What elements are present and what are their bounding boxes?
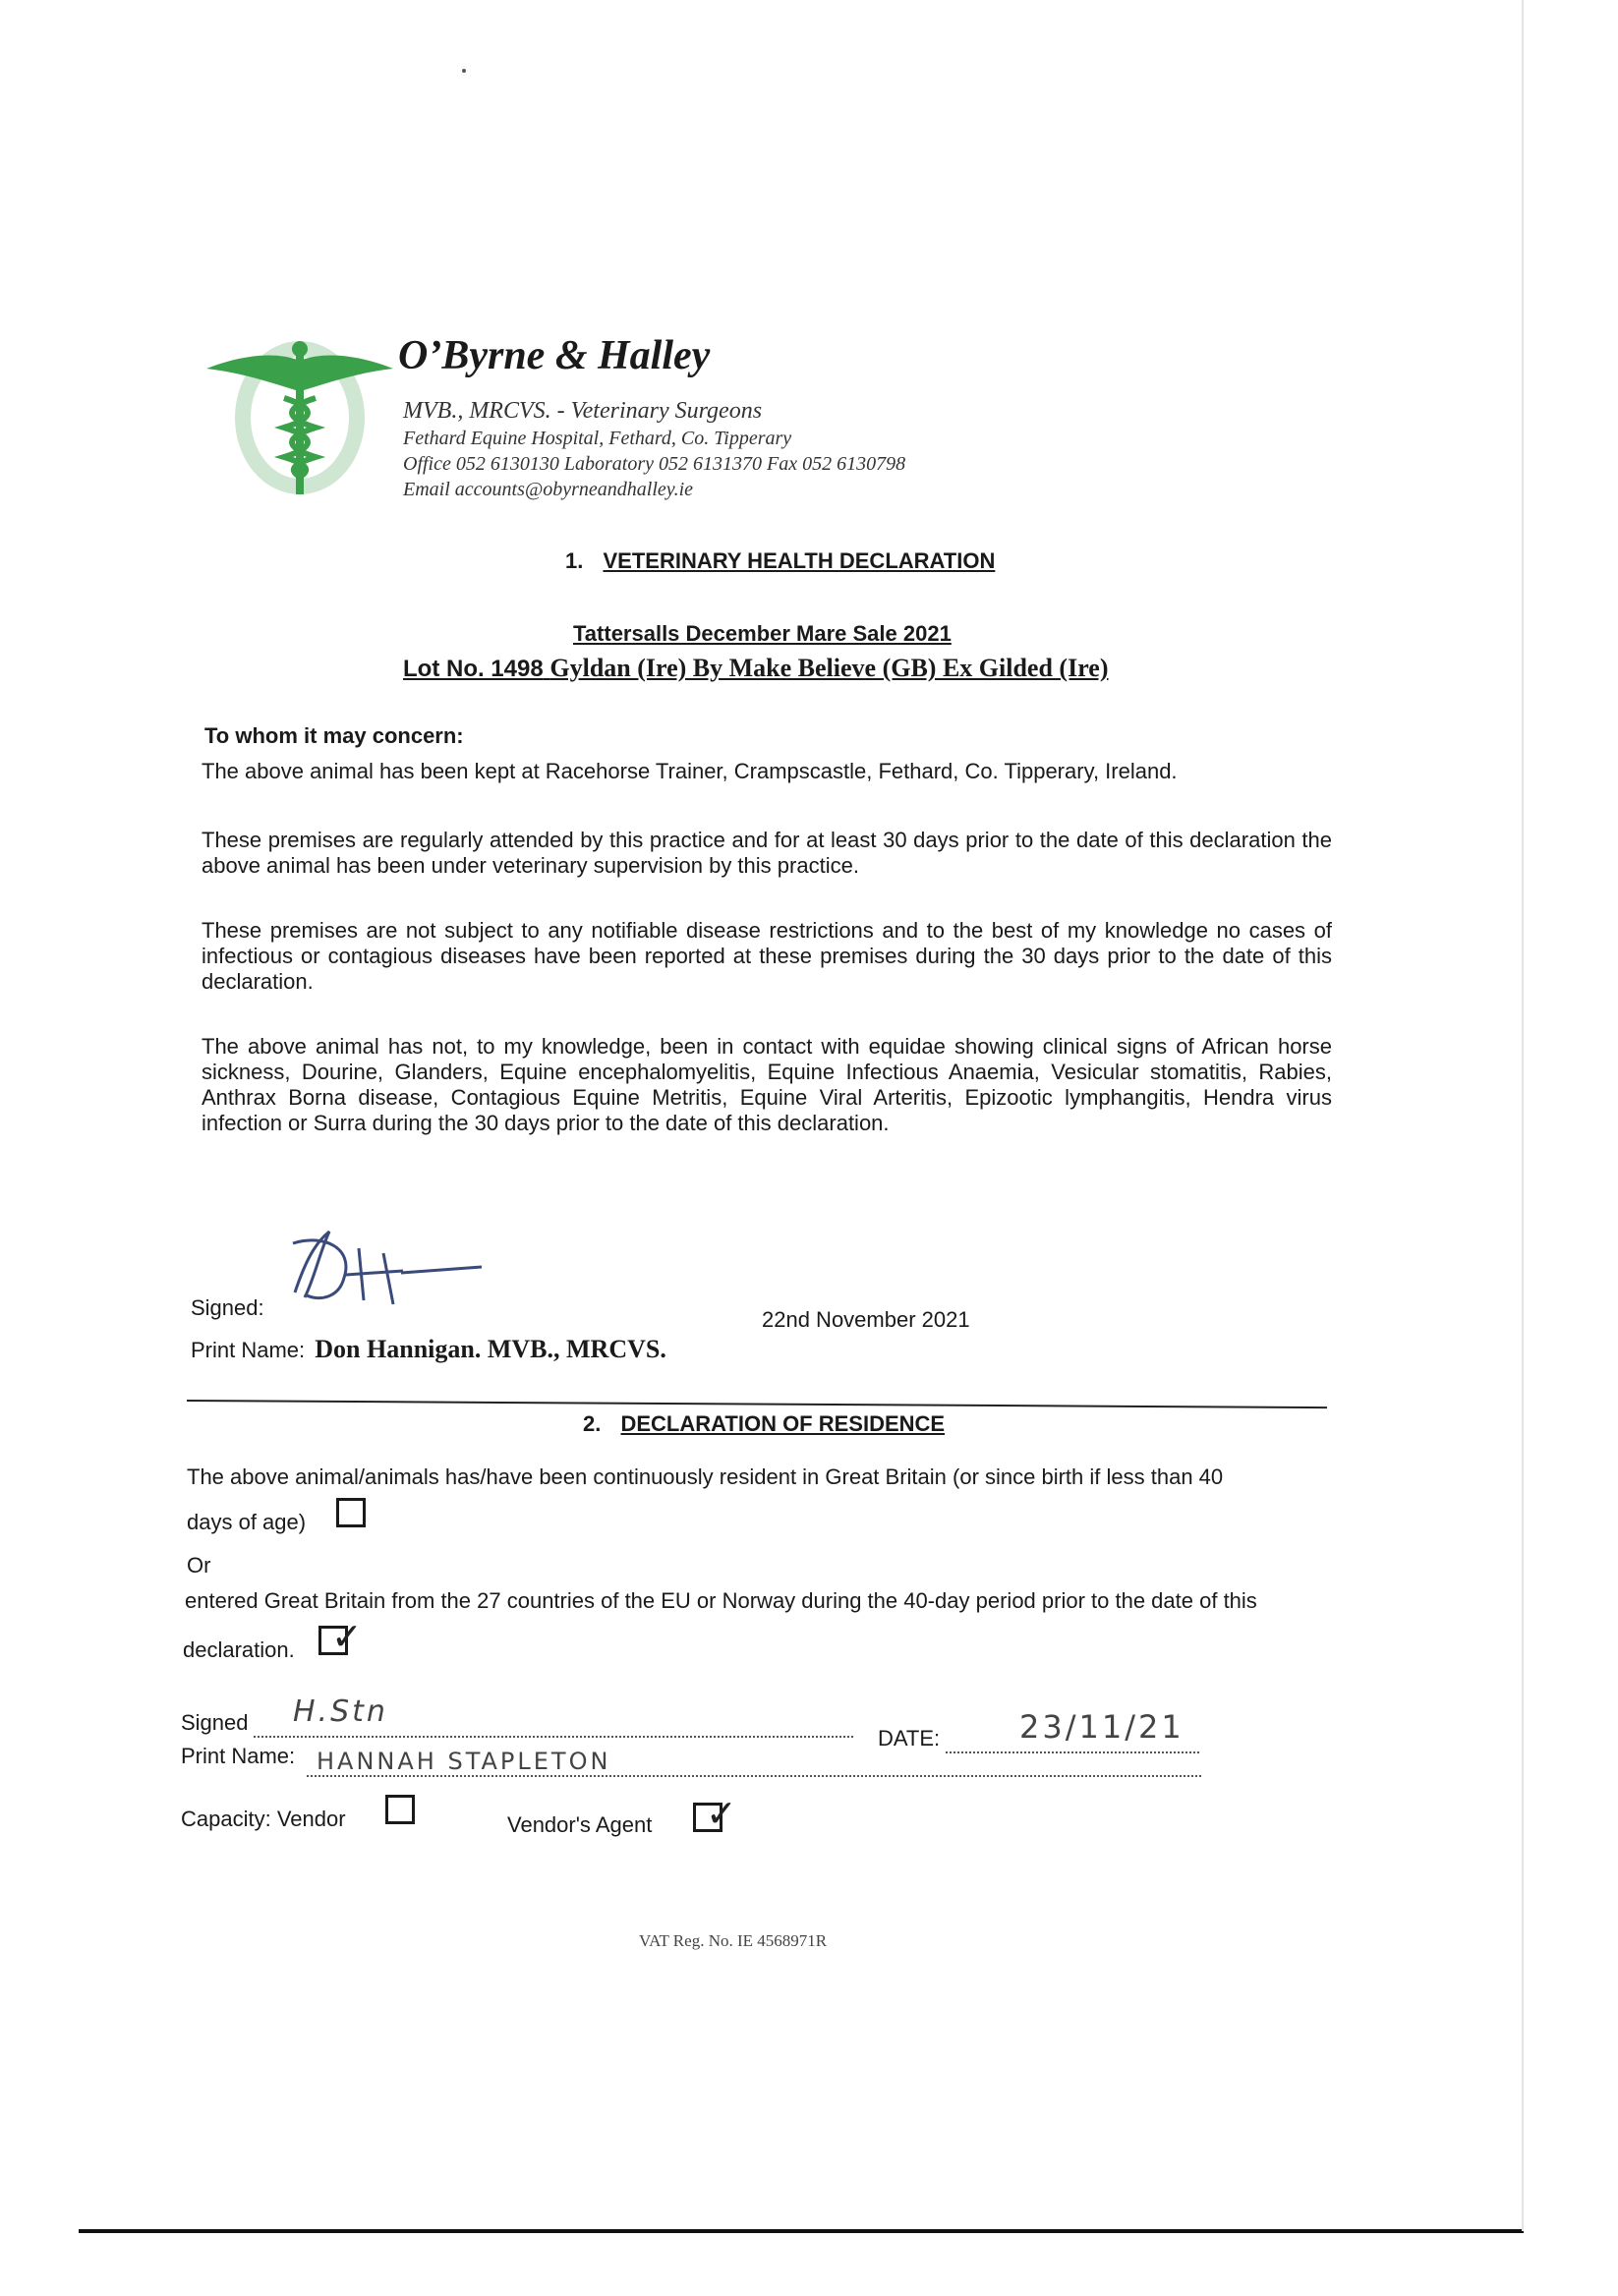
vendor-print-name-line[interactable] [307, 1748, 1201, 1777]
paragraph-premises: The above animal has been kept at Racehorse Trainer, Crampscastle, Fethard, Co. Tipperary, Ireland. [202, 759, 1178, 783]
phone-numbers: Office 052 6130130 Laboratory 052 6131370 Fax 052 6130798 [403, 453, 906, 475]
signed-label: Signed: [191, 1295, 264, 1320]
date-value: 23/11/21 [1019, 1708, 1185, 1746]
lot-number: Lot No. 1498 [403, 656, 544, 682]
firm-name: O’Byrne & Halley [398, 333, 711, 378]
paragraph-restrictions: These premises are not subject to any notifiable disease restrictions and to the best of my knowledge no cases of infectious or contagious diseases have been reported at these premises during the 30 days prior to the date of this declaration. [202, 918, 1332, 994]
vendor-signature: H.Stn [293, 1694, 388, 1729]
residence-option-1: The above animal/animals has/have been continuously resident in Great Britain (or since birth if less than 40 [187, 1464, 1224, 1489]
section2-heading [583, 1411, 945, 1437]
qualifications: MVB., MRCVS. - Veterinary Surgeons [403, 398, 763, 424]
resident-checkbox[interactable] [336, 1498, 366, 1527]
vendor-checkbox[interactable] [385, 1795, 415, 1824]
scan-right-edge [1522, 0, 1524, 2231]
section1-title: VETERINARY HEALTH DECLARATION [603, 548, 996, 573]
paragraph-supervision: These premises are regularly attended by this practice and for at least 30 days prior to the date of this declaration the above animal has been under veterinary supervision by this practice. [202, 828, 1332, 878]
vet-signature [285, 1224, 491, 1312]
salutation: To whom it may concern: [204, 723, 464, 748]
scan-bottom-edge [79, 2229, 1524, 2233]
caduceus-logo [202, 339, 398, 506]
address: Fethard Equine Hospital, Fethard, Co. Tipperary [403, 428, 792, 449]
section2-number: 2. [583, 1411, 602, 1436]
section-divider [187, 1400, 1327, 1408]
scan-speck [462, 69, 466, 73]
vet-print-name: Don Hannigan. MVB., MRCVS. [315, 1335, 666, 1363]
date-line[interactable] [946, 1708, 1199, 1753]
paragraph-contact: The above animal has not, to my knowledge, been in contact with equidae showing clinical signs of African horse sickness, Dourine, Glanders, Equine encephalomyelitis, Equine Infectious Anaemia, Vesicular stomatitis, Rabies, Anthrax Borna disease, Contagious Equine Metritis, Equine Viral Arteritis, Epizootic lymphangitis, Hendra virus infection or Surra during the 30 days prior to the date of this declaration. [202, 1034, 1332, 1135]
or-label: Or [187, 1553, 211, 1578]
residence-option-1-cont: days of age) [187, 1510, 307, 1534]
sale-title: Tattersalls December Mare Sale 2021 [573, 621, 952, 646]
caduceus-icon [202, 339, 398, 506]
print-name-label: Print Name: [191, 1338, 306, 1362]
section1-number: 1. [565, 548, 584, 573]
date-label: DATE: [878, 1726, 941, 1751]
vendor-signature-line[interactable] [254, 1694, 853, 1738]
tick-mark-icon: ✓ [706, 1792, 737, 1835]
vet-sign-date: 22nd November 2021 [762, 1307, 970, 1332]
lot-detail: Gyldan (Ire) By Make Believe (GB) Ex Gilded (Ire) [549, 654, 1109, 682]
residence-option-2: entered Great Britain from the 27 countries of the EU or Norway during the 40-day period prior to the date of this [185, 1588, 1257, 1613]
residence-option-2-cont: declaration. [183, 1637, 295, 1662]
section1-heading [565, 548, 995, 574]
section2-title: DECLARATION OF RESIDENCE [620, 1411, 946, 1436]
tick-mark-icon: ✓ [331, 1615, 363, 1658]
vendors-agent-label: Vendor's Agent [507, 1812, 653, 1837]
vendor-print-name-label: Print Name: [181, 1744, 296, 1768]
vendor-print-name: HANNAH STAPLETON [317, 1748, 611, 1775]
entered-gb-checkbox[interactable] [318, 1615, 363, 1658]
lot-line [403, 654, 1108, 683]
capacity-label: Capacity: Vendor [181, 1807, 346, 1831]
vendors-agent-checkbox[interactable] [693, 1792, 737, 1835]
vendor-signed-label: Signed [181, 1710, 249, 1735]
vat-number: VAT Reg. No. IE 4568971R [639, 1931, 828, 1950]
email-line: Email accounts@obyrneandhalley.ie [403, 479, 693, 500]
print-name-row [191, 1335, 666, 1364]
